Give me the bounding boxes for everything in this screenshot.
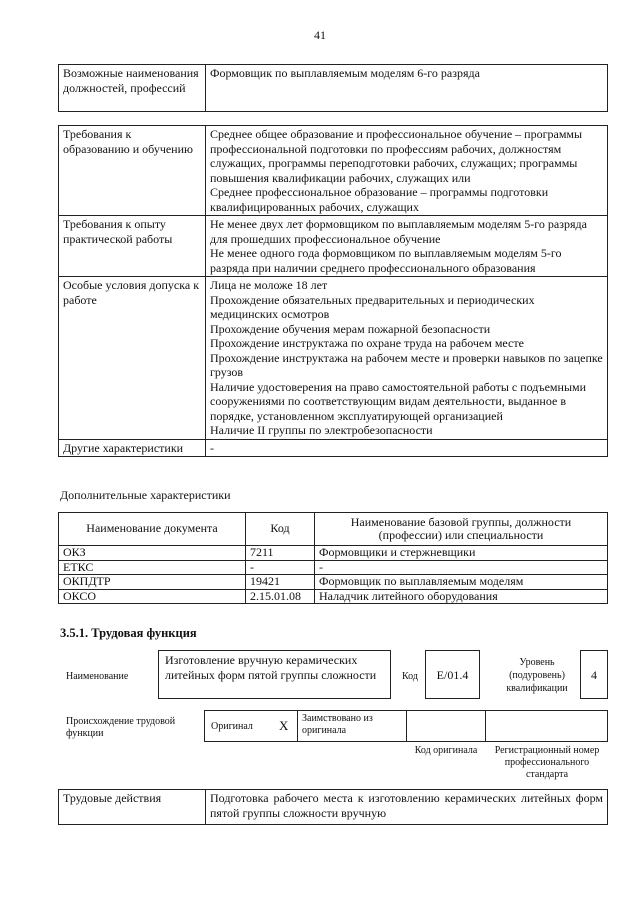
experience-value: Не менее двух лет формовщиком по выплавляемым моделям 5-го разряда для прошедших профессиональное обучение Не менее одного года формовщиком по выплавляемым моделям 5-го разряда при наличии среднего профессионального образования	[206, 216, 608, 277]
function-code: E/01.4	[425, 650, 480, 699]
cell-group: Формовщик по выплавляемым моделям	[315, 575, 608, 590]
cell-document: ОКЗ	[59, 546, 246, 561]
function-name: Изготовление вручную керамических литейных форм пятой группы сложности	[158, 650, 391, 699]
labor-actions-value: Подготовка рабочего места к изготовлению керамических литейных форм пятой группы сложности вручную	[206, 790, 608, 825]
cell-group: Наладчик литейного оборудования	[315, 589, 608, 604]
level-value: 4	[580, 650, 608, 699]
reg-number-label: Регистрационный номер профессионального стандарта	[494, 745, 600, 780]
cell-code: 7211	[246, 546, 315, 561]
labor-actions-table	[58, 789, 608, 825]
positions-label: Возможные наименования должностей, профессий	[59, 65, 206, 112]
cell-group: Формовщики и стержневщики	[315, 546, 608, 561]
admission-label: Особые условия допуска к работе	[59, 277, 206, 440]
other-label: Другие характеристики	[59, 439, 206, 457]
header-document: Наименование документа	[59, 513, 246, 546]
table-row	[59, 126, 608, 216]
cell-code: 19421	[246, 575, 315, 590]
additional-table	[58, 512, 608, 604]
cell-code: -	[246, 560, 315, 575]
original-label: Оригинал	[211, 721, 253, 732]
cell-document: ОКПДТР	[59, 575, 246, 590]
table-row	[59, 216, 608, 277]
original-mark: X	[279, 718, 289, 733]
cell-code: 2.15.01.08	[246, 589, 315, 604]
labor-actions-label: Трудовые действия	[59, 790, 206, 825]
table-row	[59, 790, 608, 825]
additional-title: Дополнительные характеристики	[60, 488, 231, 502]
admission-value: Лица не моложе 18 лет Прохождение обязательных предварительных и периодических медицинских осмотров Прохождение обучения мерам пожарной безопасности Прохождение инструктажа по охране труда на рабочем месте Прохождение инструктажа на рабочем месте и проверки навыков по зацепке грузов Наличие удостоверения на право самостоятельной работы с подъемными сооружениями по соответствующим видам деятельности, выданное в порядке, установленном эксплуатирующей организацией Наличие II группы по электробезопасности	[206, 277, 608, 440]
code-original-label: Код оригинала	[414, 745, 478, 756]
experience-label: Требования к опыту практической работы	[59, 216, 206, 277]
positions-table	[58, 64, 608, 112]
education-value: Среднее общее образование и профессиональное обучение – программы профессиональной подготовки по профессиям рабочих, должностям служащих, программы переподготовки рабочих, служащих; программы повышения квалификации рабочих, служащих или Среднее профессиональное образование – программы подготовки квалифицированных рабочих, служащих	[206, 126, 608, 216]
reg-number-cell	[485, 710, 608, 742]
cell-group: -	[315, 560, 608, 575]
positions-value: Формовщик по выплавляемым моделям 6-го разряда	[206, 65, 608, 112]
name-label: Наименование	[66, 671, 129, 682]
table-row	[59, 277, 608, 440]
table-row	[59, 439, 608, 457]
code-original-cell	[406, 710, 486, 742]
borrowed-cell: Заимствовано из оригинала	[297, 710, 407, 742]
table-row	[59, 546, 608, 561]
original-cell	[204, 710, 298, 742]
header-group: Наименование базовой группы, должности (профессии) или специальности	[315, 513, 608, 546]
page-number: 41	[314, 28, 326, 42]
cell-document: ОКСО	[59, 589, 246, 604]
cell-document: ЕТКС	[59, 560, 246, 575]
level-label: Уровень (подуровень) квалификации	[506, 657, 568, 694]
requirements-table	[58, 125, 608, 457]
table-header-row	[59, 513, 608, 546]
header-code: Код	[246, 513, 315, 546]
education-label: Требования к образованию и обучению	[59, 126, 206, 216]
origin-label: Происхождение трудовой функции	[66, 716, 176, 739]
table-row	[59, 575, 608, 590]
table-row	[59, 589, 608, 604]
table-row	[59, 560, 608, 575]
code-label: Код	[402, 671, 418, 682]
other-value: -	[206, 439, 608, 457]
function-title: 3.5.1. Трудовая функция	[60, 626, 197, 640]
table-row	[59, 65, 608, 112]
